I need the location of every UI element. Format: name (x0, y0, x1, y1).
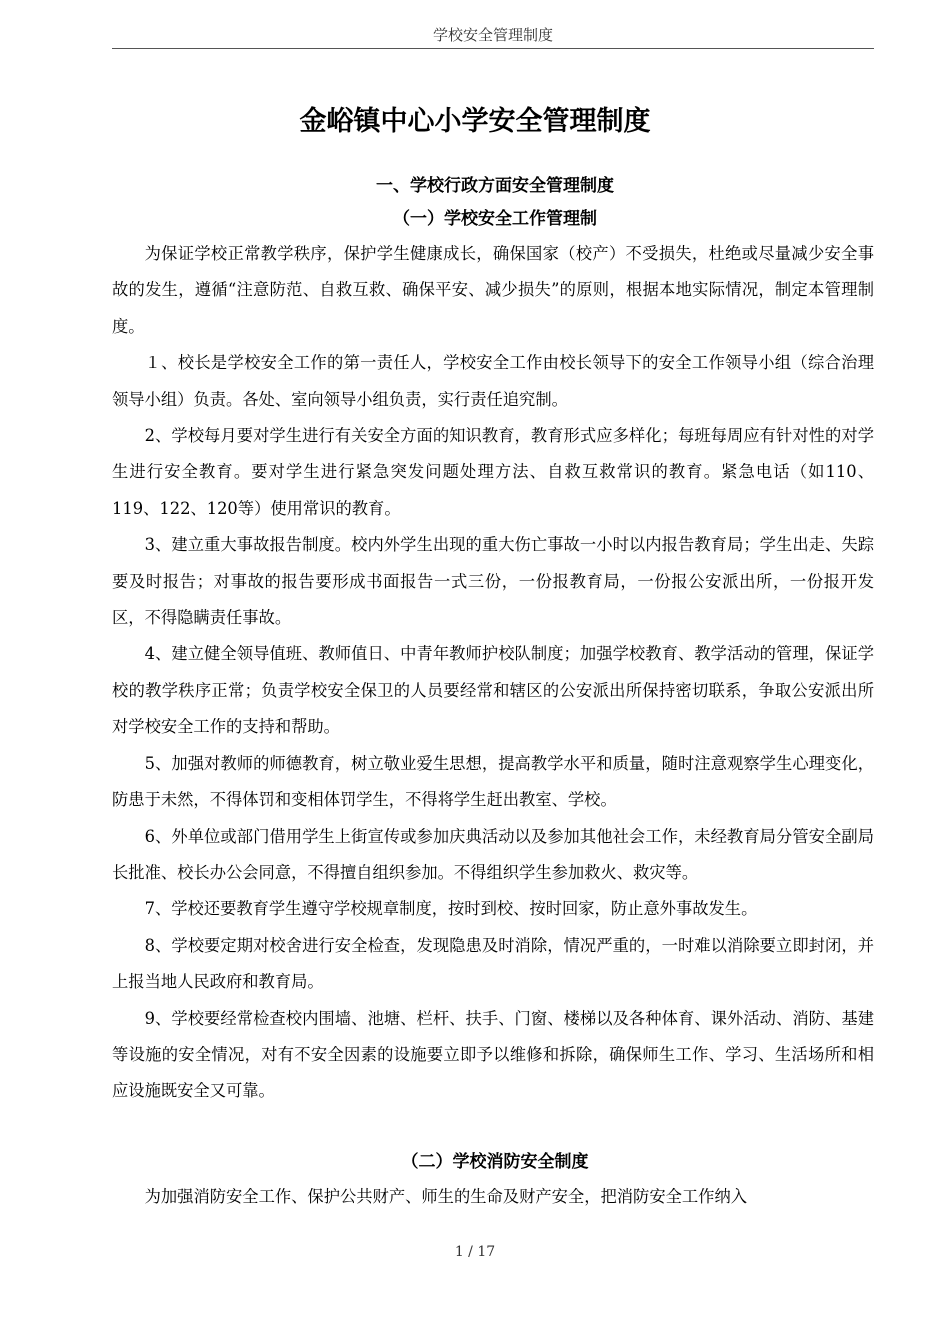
paragraph: 2、学校每月要对学生进行有关安全方面的知识教育，教育形式应多样化；每班每周应有针对性的对学生进行安全教育。要对学生进行紧急突发问题处理方法、自救互救常识的教育。紧急电话（如110、119、122、120等）使用常识的教育。 (112, 426, 874, 518)
running-header: 学校安全管理制度 (112, 24, 874, 49)
paragraph: 4、建立健全领导值班、教师值日、中青年教师护校队制度；加强学校教育、教学活动的管理，保证学校的教学秩序正常；负责学校安全保卫的人员要经常和辖区的公安派出所保持密切联系，争取公安派出所对学校安全工作的支持和帮助。 (112, 644, 874, 737)
paragraph: 6、外单位或部门借用学生上街宣传或参加庆典活动以及参加其他社会工作，未经教育局分管安全副局长批准、校长办公会同意，不得擅自组织参加。不得组织学生参加救火、救灾等。 (112, 826, 874, 882)
page-number: 1 / 17 (454, 1244, 496, 1260)
paragraph: 5、加强对教师的师德教育，树立敬业爱生思想，提高教学水平和质量，随时注意观察学生心理变化，防患于未然，不得体罚和变相体罚学生，不得将学生赶出教室、学校。 (112, 753, 874, 810)
document-title: 金峪镇中心小学安全管理制度 (299, 106, 651, 137)
paragraph: 为加强消防安全工作、保护公共财产、师生的生命及财产安全，把消防安全工作纳入 (144, 1187, 748, 1206)
paragraph: 8、学校要定期对校舍进行安全检查，发现隐患及时消除，情况严重的，一时难以消除要立即封闭，并上报当地人民政府和教育局。 (112, 935, 874, 992)
paragraph: 3、建立重大事故报告制度。校内外学生出现的重大伤亡事故一小时以内报告教育局；学生出走、失踪要及时报告；对事故的报告要形成书面报告一式三份，一份报教育局，一份报公安派出所，一份报开发区，不得隐瞒责任事故。 (112, 535, 874, 628)
subsection-heading: （二）学校消防安全制度 (401, 1152, 589, 1172)
section-heading: 一、学校行政方面安全管理制度 (376, 176, 614, 196)
paragraph: 7、学校还要教育学生遵守学校规章制度，按时到校、按时回家，防止意外事故发生。 (144, 899, 758, 919)
paragraph: 为保证学校正常教学秩序，保护学生健康成长，确保国家（校产）不受损失，杜绝或尽量减少安全事故的发生，遵循“注意防范、自救互救、确保平安、减少损失”的原则，根据本地实际情况，制定本管理制度。 (112, 244, 874, 336)
subsection-body (112, 236, 874, 1110)
paragraph: １、校长是学校安全工作的第一责任人，学校安全工作由校长领导下的安全工作领导小组（综合治理领导小组）负责。各处、室向领导小组负责，实行责任追究制。 (112, 353, 874, 409)
subsection-body (112, 1179, 874, 1215)
paragraph: 9、学校要经常检查校内围墙、池塘、栏杆、扶手、门窗、楼梯以及各种体育、课外活动、消防、基建等设施的安全情况，对有不安全因素的设施要立即予以维修和拆除，确保师生工作、学习、生活场所和相应设施既安全又可靠。 (112, 1008, 874, 1101)
subsection-heading: （一）学校安全工作管理制 (393, 209, 597, 229)
